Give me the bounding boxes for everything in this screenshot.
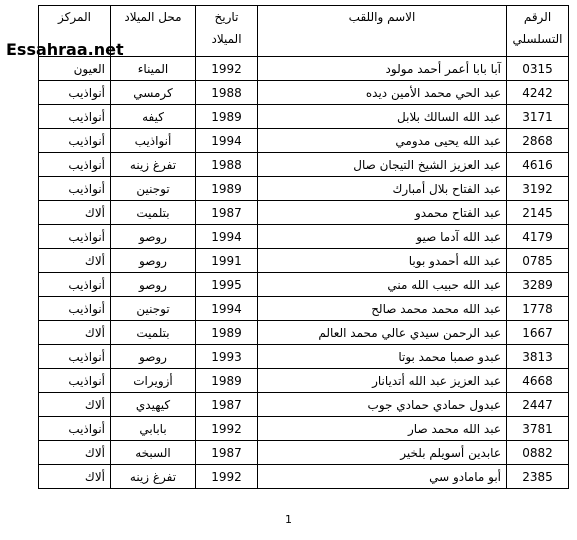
row-center-cell: ألاك	[39, 201, 111, 225]
row-name-cell: عبد الله السالك بلابل	[258, 105, 507, 129]
header-birth-place: محل الميلاد	[111, 6, 196, 57]
row-center-cell: أنواذيب	[39, 105, 111, 129]
row-birth-place-cell: روصو	[111, 249, 196, 273]
header-birth-date: تاريخ الميلاد	[196, 6, 258, 57]
row-center-cell: ألاك	[39, 321, 111, 345]
row-birth-place-cell: توجنين	[111, 177, 196, 201]
row-birth-place-cell: الميناء	[111, 57, 196, 81]
row-number-cell: 1778	[507, 297, 569, 321]
row-birth-place-cell: بتلميت	[111, 321, 196, 345]
row-birth-place-cell: تفرغ زينه	[111, 465, 196, 489]
row-number-cell: 4616	[507, 153, 569, 177]
row-name-cell: عبد الله محمد صار	[258, 417, 507, 441]
row-name-cell: آبا بابا أعمر أحمد مولود	[258, 57, 507, 81]
row-birth-date-cell: 1987	[196, 441, 258, 465]
row-birth-date-cell: 1993	[196, 345, 258, 369]
row-name-cell: عبد الرحمن سيدي عالي محمد العالم	[258, 321, 507, 345]
row-birth-place-cell: توجنين	[111, 297, 196, 321]
row-number-cell: 2868	[507, 129, 569, 153]
row-birth-date-cell: 1994	[196, 297, 258, 321]
candidates-table	[38, 5, 569, 489]
row-center-cell: ألاك	[39, 465, 111, 489]
table-row	[39, 153, 569, 177]
table-row	[39, 105, 569, 129]
table-row	[39, 81, 569, 105]
row-name-cell: عبد الله أحمدو بوبا	[258, 249, 507, 273]
row-number-cell: 3813	[507, 345, 569, 369]
table-row	[39, 465, 569, 489]
row-birth-place-cell: السبخه	[111, 441, 196, 465]
header-center: المركز	[39, 6, 111, 57]
row-number-cell: 1667	[507, 321, 569, 345]
row-birth-date-cell: 1992	[196, 417, 258, 441]
row-name-cell: عبد الحي محمد الأمين ديده	[258, 81, 507, 105]
row-name-cell: عبد الفتاح محمدو	[258, 201, 507, 225]
row-center-cell: أنواذيب	[39, 297, 111, 321]
row-center-cell: العيون	[39, 57, 111, 81]
row-birth-place-cell: أزويرات	[111, 369, 196, 393]
row-birth-place-cell: تفرغ زينه	[111, 153, 196, 177]
table-row	[39, 417, 569, 441]
row-birth-place-cell: كيهيدي	[111, 393, 196, 417]
row-center-cell: أنواذيب	[39, 153, 111, 177]
table-row	[39, 273, 569, 297]
row-center-cell: أنواذيب	[39, 417, 111, 441]
row-birth-date-cell: 1988	[196, 153, 258, 177]
row-center-cell: أنواذيب	[39, 273, 111, 297]
row-number-cell: 4668	[507, 369, 569, 393]
row-birth-date-cell: 1988	[196, 81, 258, 105]
table-row	[39, 249, 569, 273]
row-number-cell: 3192	[507, 177, 569, 201]
row-center-cell: ألاك	[39, 393, 111, 417]
row-number-cell: 4242	[507, 81, 569, 105]
table-row	[39, 369, 569, 393]
row-name-cell: عبد الله آدما صيو	[258, 225, 507, 249]
table-row	[39, 321, 569, 345]
row-center-cell: أنواذيب	[39, 225, 111, 249]
row-name-cell: عبد الله يحيى مدومي	[258, 129, 507, 153]
row-name-cell: عبد العزيز عبد الله أتديانار	[258, 369, 507, 393]
row-name-cell: عبد العزيز الشيخ التيجان صال	[258, 153, 507, 177]
table-row	[39, 57, 569, 81]
row-center-cell: أنواذيب	[39, 81, 111, 105]
row-number-cell: 3781	[507, 417, 569, 441]
row-birth-place-cell: أنواذيب	[111, 129, 196, 153]
row-number-cell: 2447	[507, 393, 569, 417]
table-row	[39, 297, 569, 321]
row-name-cell: عبد الله حبيب الله مني	[258, 273, 507, 297]
table-row	[39, 201, 569, 225]
row-birth-date-cell: 1989	[196, 321, 258, 345]
row-number-cell: 3171	[507, 105, 569, 129]
row-center-cell: أنواذيب	[39, 369, 111, 393]
row-number-cell: 2145	[507, 201, 569, 225]
row-birth-date-cell: 1989	[196, 105, 258, 129]
row-birth-place-cell: روصو	[111, 273, 196, 297]
row-number-cell: 0785	[507, 249, 569, 273]
row-center-cell: أنواذيب	[39, 177, 111, 201]
row-birth-date-cell: 1987	[196, 201, 258, 225]
row-number-cell: 4179	[507, 225, 569, 249]
row-birth-place-cell: كيفه	[111, 105, 196, 129]
row-birth-date-cell: 1992	[196, 57, 258, 81]
table-row	[39, 345, 569, 369]
row-number-cell: 2385	[507, 465, 569, 489]
table-row	[39, 129, 569, 153]
row-name-cell: عبد الفتاح بلال أمبارك	[258, 177, 507, 201]
row-name-cell: عبدو صمبا محمد بوتا	[258, 345, 507, 369]
table-row	[39, 177, 569, 201]
row-name-cell: عبدول حمادي حمادي جوب	[258, 393, 507, 417]
row-birth-place-cell: بتلميت	[111, 201, 196, 225]
row-birth-date-cell: 1989	[196, 369, 258, 393]
row-center-cell: ألاك	[39, 441, 111, 465]
site-watermark: Essahraa.net	[6, 40, 124, 59]
header-number: الرقم التسلسلي	[507, 6, 569, 57]
page-number: 1	[285, 513, 292, 526]
row-number-cell: 3289	[507, 273, 569, 297]
row-birth-date-cell: 1992	[196, 465, 258, 489]
row-birth-date-cell: 1994	[196, 225, 258, 249]
row-center-cell: ألاك	[39, 249, 111, 273]
row-birth-place-cell: روصو	[111, 345, 196, 369]
row-center-cell: أنواذيب	[39, 345, 111, 369]
row-birth-place-cell: روصو	[111, 225, 196, 249]
row-birth-place-cell: كرمسي	[111, 81, 196, 105]
row-number-cell: 0882	[507, 441, 569, 465]
row-number-cell: 0315	[507, 57, 569, 81]
row-center-cell: أنواذيب	[39, 129, 111, 153]
row-name-cell: عابدين أسويلم بلخير	[258, 441, 507, 465]
table-row	[39, 441, 569, 465]
row-name-cell: عبد الله محمد محمد صالح	[258, 297, 507, 321]
row-name-cell: أبو مامادو سي	[258, 465, 507, 489]
header-name: الاسم واللقب	[258, 6, 507, 57]
row-birth-date-cell: 1995	[196, 273, 258, 297]
table-row	[39, 225, 569, 249]
row-birth-date-cell: 1991	[196, 249, 258, 273]
row-birth-place-cell: بابابي	[111, 417, 196, 441]
table-row	[39, 393, 569, 417]
row-birth-date-cell: 1987	[196, 393, 258, 417]
row-birth-date-cell: 1994	[196, 129, 258, 153]
row-birth-date-cell: 1989	[196, 177, 258, 201]
